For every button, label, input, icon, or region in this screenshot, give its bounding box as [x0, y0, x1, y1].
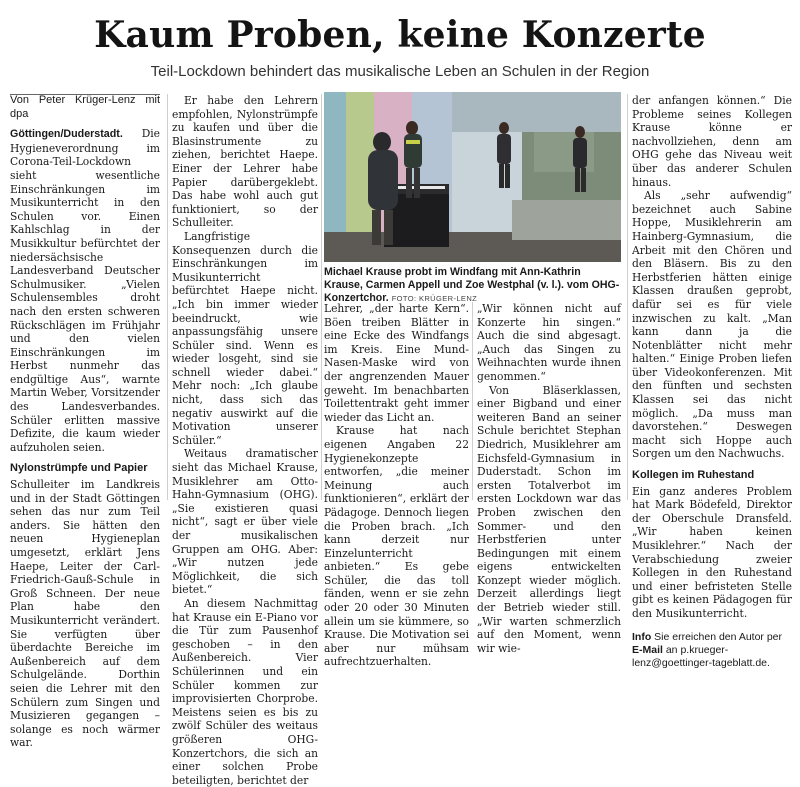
column-paragraph: An diesem Nachmittag hat Krause ein E-Piano vor die Tür zum Pausenhof geschoben – in den Außenbereich. Vier Schülerinnen und ein Schüler kommen zur improvisierten Chorprobe. Meistens seien es bis zu zwölf Schüler des weitaus größeren OHG-Konzertchors, die sich an einer solchen Probe beteiligten, berichtet der	[172, 596, 318, 787]
column-paragraph: Ein ganz anderes Problem hat Mark Bödefeld, Direktor der Oberschule Dransfeld. „Wir haben keinen Musiklehrer.“ Nach der Verabschiedung zweier Kollegen in den Ruhestand und einer befristeten Stelle gibt es keinen Pädagogen für den Musikunterricht.	[632, 484, 792, 620]
column-paragraph: Weitaus dramatischer sieht das Michael Krause, Musiklehrer am Otto-Hahn-Gymnasium (OHG). „Sie existieren quasi nicht“, sagt er über viele der musikalischen Gruppen am OHG. Aber: „Wir nutzen jede Möglichkeit, die sich bietet.“	[172, 447, 318, 597]
article-column-1	[10, 94, 160, 750]
author-info-box	[632, 631, 792, 670]
column-paragraph: Krause hat nach eigenen Angaben 22 Hygienekonzepte entworfen, „die meiner Meinung auch funktionieren“, erklärt der Pädagoge. Dennoch liegen die Proben brach. „Ich kann derzeit nur Einzelunterricht anbieten.“ Es gebe Schüler, die das toll fänden, wenn er sie zehn oder 20 oder 30 Minuten allein um sie kümmere, so Krause. Die Motivation sei aber nur mühsam aufrechtzuerhalten.	[324, 424, 469, 669]
article-photo	[324, 92, 621, 262]
photo-credit: FOTO: KRÜGER-LENZ	[391, 294, 478, 303]
column-divider	[167, 94, 168, 500]
byline: Von Peter Krüger-Lenz mit dpa	[10, 94, 160, 120]
article-column-5	[632, 94, 792, 670]
column-paragraph: Von Bläserklassen, einer Bigband und einer weiteren Band an seiner Schule berichtet Stephan Diedrich, Musiklehrer am Eichsfeld-Gymnasium in Duderstadt. Schon im ersten Totalverbot im ersten Lockdown war das Proben zwischen den Sommer- und den Herbstferien unter Bedingungen mit einem eigens entwickelten Konzept wieder möglich. Derzeit allerdings liegt der Betrieb wieder still. „Wir warten schmerzlich auf den Moment, wenn wir wie-	[477, 383, 621, 655]
column-paragraph: „Wir können nicht auf Konzerte hin singen.“ Auch die sind abgesagt. „Auch das Singen zu Weihnachten wurde ihnen genommen.“	[477, 302, 621, 383]
article-column-2	[172, 94, 318, 787]
column-paragraph: Lehrer, „der harte Kern“. Böen treiben Blätter in eine Ecke des Windfangs im Kreis. Eine Mund-Nasen-Maske wird von der angrenzenden Mauer geweht. Im benachbarten Toilettentrakt geht immer wieder das Licht an.	[324, 302, 469, 424]
headline: Kaum Proben, keine Konzerte	[94, 14, 706, 56]
photo-caption	[324, 266, 621, 305]
column-paragraph: Schulleiter im Landkreis und in der Stadt Göttingen sehen das nur zum Teil anders. Sie hätten den neuen Hygieneplan umgesetzt, erklärt Jens Haepe, Leiter der Carl-Friedrich-Gauß-Schule in Groß Schneen. Der neue Plan habe den Musikunterricht verändert. Sie verfügten über überdachte Bereiche im Außenbereich auf dem Schulgelände. Dorthin seien die Lehrer mit den Schülern zum Singen und Musizieren gegangen – solange es noch wärmer war.	[10, 478, 160, 750]
section-subhead: Nylonstrümpfe und Papier	[10, 462, 148, 475]
column-divider	[472, 302, 473, 500]
column-paragraph: Langfristige Konsequenzen durch die Einschränkungen im Musikunterricht befürchtet Haepe nicht. „Ich bin immer wieder beeindruckt, wie anpassungsfähig unsere Schüler sind. Wenn es wieder losgeht, sind sie schnell wieder dabei.“ Mehr noch: „Ich glaube nicht, dass sich das negativ auswirkt auf die Motivation unserer Schüler.“	[172, 229, 318, 447]
article-column-3	[324, 302, 469, 669]
column-paragraph	[10, 127, 160, 454]
section-subhead: Kollegen im Ruhestand	[632, 469, 755, 482]
column-divider	[627, 94, 628, 500]
column-paragraph: Als „sehr aufwendig“ bezeichnet auch Sabine Hoppe, Musiklehrerin am Hainberg-Gymnasium, die Arbeit mit den Chören und den Bläsern. Bis zu den Herbstferien hätten einige Klassen draußen geprobt, dafür sei es für viele inzwischen zu kalt. „Man kann dann ja die Notenblätter nicht mehr halten.“ Einige Proben liefen über Videokonferenzen. Mit den fünften und sechsten Klassen sei das nicht möglich. „Da muss man davorstehen.“ Deswegen macht sich Hoppe auch Sorgen um den Nachwuchs.	[632, 189, 792, 461]
dateline: Göttingen/Duderstadt.	[10, 128, 123, 141]
column-paragraph: Er habe den Lehrern empfohlen, Nylonstrümpfe zu kaufen und über die Blasinstrumente zu ziehen, berichtet Haepe. Einer der Lehrer habe Papier darübergeklebt. Das habe wohl auch gut funktioniert, so der Schulleiter.	[172, 94, 318, 230]
caption-text: Michael Krause probt im Windfang mit Ann-Kathrin Krause, Carmen Appell und Zoe Westphal (v. l.). vom OHG-Konzertchor.	[324, 266, 620, 304]
article-column-4	[477, 302, 621, 655]
info-text: Sie erreichen den Autor per	[654, 630, 783, 643]
info-label: Info	[632, 630, 652, 643]
email-label: E-Mail	[632, 643, 663, 656]
author-email: an p.krueger-lenz@goettinger-tageblatt.de.	[632, 643, 770, 669]
column-paragraph: der anfangen können.“ Die Probleme seines Kollegen Krause könne er nachvollziehen, denn am OHG gehe das Niveau weit über das anderer Schulen hinaus.	[632, 94, 792, 189]
paragraph-text: Die Hygieneverordnung im Corona-Teil-Lockdown sieht wesentliche Einschränkungen im Musikunterricht in den Schulen vor. Einen Kahlschlag in der Musikkultur befürchtet der niedersächsische Landesverband Deutscher Schulmusiker. „Vielen Schulensembles droht nach den ersten schweren Rückschlägen im Frühjahr und den vielen Einschränkungen im Herbst nunmehr das endgültige Aus“, warnte Martin Weber, Vorsitzender des Landesverbandes. Schüler erlitten massive Defizite, die kaum wieder aufzuholen seien.	[10, 127, 160, 454]
choir-rehearsal-photo	[324, 92, 621, 262]
subheadline: Teil-Lockdown behindert das musikalische Leben an Schulen in der Region	[150, 63, 650, 80]
byline-rule	[10, 94, 160, 95]
column-divider	[321, 94, 322, 500]
